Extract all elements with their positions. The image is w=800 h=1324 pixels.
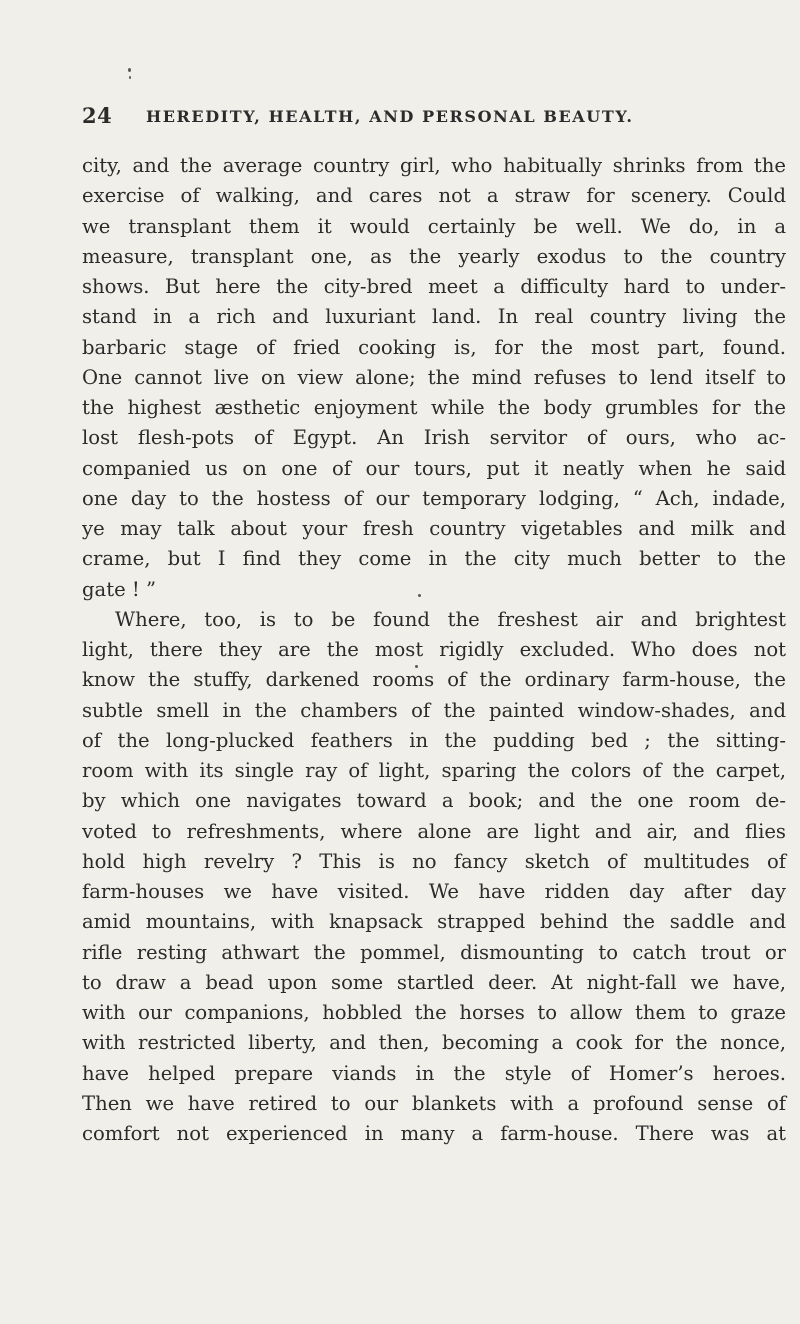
- text-line: by which one navigates toward a book; and the one room de-: [82, 789, 786, 813]
- text-line: comfort not experienced in many a farm-house. There was at: [82, 1122, 786, 1145]
- text-line: farm-houses we have visited. We have ridden day after day: [82, 880, 786, 903]
- text-line: exercise of walking, and cares not a straw for scenery. Could: [82, 184, 786, 208]
- body-text: [82, 151, 786, 1149]
- text-line: shows. But here the city-bred meet a difficulty hard to under-: [82, 275, 786, 298]
- text-line: lost flesh-pots of Egypt. An Irish servitor of ours, who ac-: [82, 426, 786, 450]
- text-line: hold high revelry ? This is no fancy sketch of multitudes of: [82, 849, 786, 873]
- text-line: city, and the average country girl, who habitually shrinks from the: [82, 154, 786, 177]
- text-line: light, there they are the most rigidly excluded. Who does not: [82, 638, 786, 661]
- text-line: One cannot live on view alone; the mind refuses to lend itself to: [82, 365, 786, 389]
- text-line: with our companions, hobbled the horses to allow them to graze: [82, 1001, 786, 1024]
- text-line: we transplant them it would certainly be well. We do, in a: [82, 214, 786, 238]
- text-line: companied us on one of our tours, put it neatly when he said: [82, 456, 786, 480]
- text-line: know the stuffy, darkened rooms of the ordinary farm-house, the: [82, 668, 786, 692]
- ink-speck: [129, 76, 131, 79]
- text-line: with restricted liberty, and then, becoming a cook for the nonce,: [82, 1031, 786, 1055]
- text-line: amid mountains, with knapsack strapped behind the saddle and: [82, 910, 786, 934]
- text-line: one day to the hostess of our temporary lodging, “ Ach, indade,: [82, 486, 786, 510]
- text-line: ye may talk about your fresh country vigetables and milk and: [82, 517, 786, 540]
- paragraph-start-line: Where, too, is to be found the freshest air and brightest: [115, 607, 786, 631]
- text-line: to draw a bead upon some startled deer. At night-fall we have,: [82, 970, 786, 994]
- text-line: Then we have retired to our blankets with a profound sense of: [82, 1091, 786, 1115]
- text-line: stand in a rich and luxuriant land. In real country living the: [82, 305, 786, 329]
- text-line: have helped prepare viands in the style of Homer’s heroes.: [82, 1061, 786, 1085]
- text-line: crame, but I find they come in the city much better to the: [82, 547, 786, 571]
- text-line: subtle smell in the chambers of the painted window-shades, and: [82, 698, 786, 722]
- text-line: of the long-plucked feathers in the pudding bed ; the sitting-: [82, 728, 786, 752]
- text-line: barbaric stage of fried cooking is, for the most part, found.: [82, 335, 786, 359]
- text-line: room with its single ray of light, sparing the colors of the carpet,: [82, 759, 786, 782]
- text-line: the highest æsthetic enjoyment while the body grumbles for the: [82, 396, 786, 419]
- paragraph-end-line: gate ! ”: [82, 577, 157, 601]
- text-line: voted to refreshments, where alone are light and air, and flies: [82, 819, 786, 843]
- text-line: rifle resting athwart the pommel, dismounting to catch trout or: [82, 940, 786, 964]
- page-header: [82, 103, 782, 133]
- running-head: HEREDITY, HEALTH, AND PERSONAL BEAUTY.: [146, 107, 634, 126]
- page-number: 24: [82, 103, 113, 128]
- text-line: measure, transplant one, as the yearly exodus to the country: [82, 244, 786, 268]
- ink-speck: [128, 68, 131, 72]
